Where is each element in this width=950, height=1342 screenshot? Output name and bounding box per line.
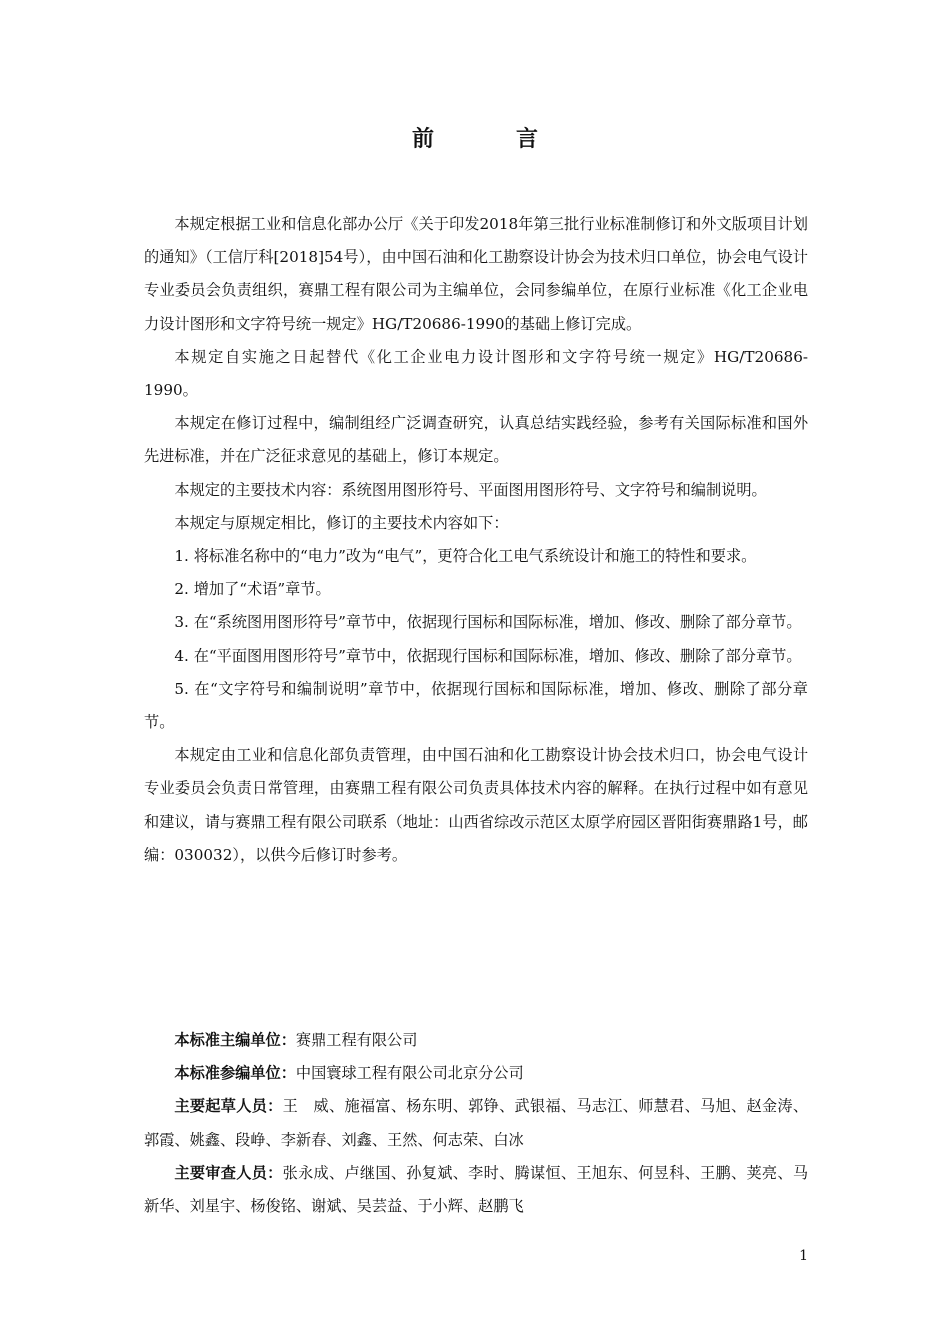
credit-label: 本标准主编单位： xyxy=(174,1031,296,1049)
credit-value: 张永成、卢继国、孙复斌、李时、腾谋恒、王旭东、何昱科、王鹏、荚亮、马新华、刘星宇、杨俊铭、谢斌、吴芸益、于小辉、赵鹏飞 xyxy=(144,1163,809,1216)
paragraph-management: 本规定由工业和信息化部负责管理，由中国石油和化工勘察设计协会技术归口，协会电气设计专业委员会负责日常管理，由赛鼎工程有限公司负责具体技术内容的解释。在执行过程中如有意见和建议，请与赛鼎工程有限公司联系（地址：山西省综改示范区太原学府园区晋阳街赛鼎路1号，邮编：030032），以供今后修订时参考。 xyxy=(144,746,808,864)
paragraph-change-1: 1. 将标准名称中的“电力”改为“电气”，更符合化工电气系统设计和施工的特性和要求。 xyxy=(174,547,757,566)
credit-chief-editor xyxy=(144,1024,808,1057)
page-number: 1 xyxy=(799,1248,808,1264)
paragraph-change-5: 5. 在“文字符号和编制说明”章节中，依据现行国标和国际标准，增加、修改、删除了部分章节。 xyxy=(144,679,808,732)
credit-reviewers xyxy=(144,1157,808,1223)
paragraph-change-4: 4. 在“平面图用图形符号”章节中，依据现行国标和国际标准，增加、修改、删除了部分章节。 xyxy=(174,646,802,665)
credit-label: 本标准参编单位： xyxy=(174,1064,296,1083)
credit-drafters xyxy=(144,1090,808,1156)
credit-value: 王 威、施福富、杨东明、郭铮、武银福、马志江、师慧君、马旭、赵金涛、郭霞、姚鑫、段峥、李新春、刘鑫、王然、何志荣、白冰 xyxy=(144,1097,809,1149)
credit-label: 主要审查人员： xyxy=(174,1163,283,1182)
paragraph-change-2: 2. 增加了“术语”章节。 xyxy=(174,580,331,599)
paragraph-main-content: 本规定的主要技术内容：系统图用图形符号、平面图用图形符号、文字符号和编制说明。 xyxy=(174,480,767,499)
page-title: 前 言 xyxy=(411,127,568,152)
paragraph-revision-process: 本规定在修订过程中，编制组经广泛调查研究，认真总结实践经验，参考有关国际标准和国外先进标准，并在广泛征求意见的基础上，修订本规定。 xyxy=(144,414,808,466)
paragraph-basis: 本规定根据工业和信息化部办公厅《关于印发2018年第三批行业标准制修订和外文版项目计划的通知》（工信厅科[2018]54号），由中国石油和化工勘察设计协会为技术归口单位，协会电气设计专业委员会负责组织，赛鼎工程有限公司为主编单位，会同参编单位，在原行业标准《化工企业电力设计图形和文字符号统一规定》HG/T20686-1990的基础上修订完成。 xyxy=(144,215,808,333)
credit-value: 中国寰球工程有限公司北京分公司 xyxy=(295,1064,524,1083)
paragraph-replacement: 本规定自实施之日起替代《化工企业电力设计图形和文字符号统一规定》HG/T20686-1990。 xyxy=(144,347,808,400)
preface-body xyxy=(144,208,808,872)
credits-section xyxy=(144,1024,808,1223)
credit-co-editor xyxy=(144,1057,808,1090)
paragraph-changes-intro: 本规定与原规定相比，修订的主要技术内容如下： xyxy=(174,513,509,532)
credit-value: 赛鼎工程有限公司 xyxy=(295,1031,418,1049)
credit-label: 主要起草人员： xyxy=(174,1097,283,1116)
paragraph-change-3: 3. 在“系统图用图形符号”章节中，依据现行国标和国际标准，增加、修改、删除了部分章节。 xyxy=(174,613,802,632)
